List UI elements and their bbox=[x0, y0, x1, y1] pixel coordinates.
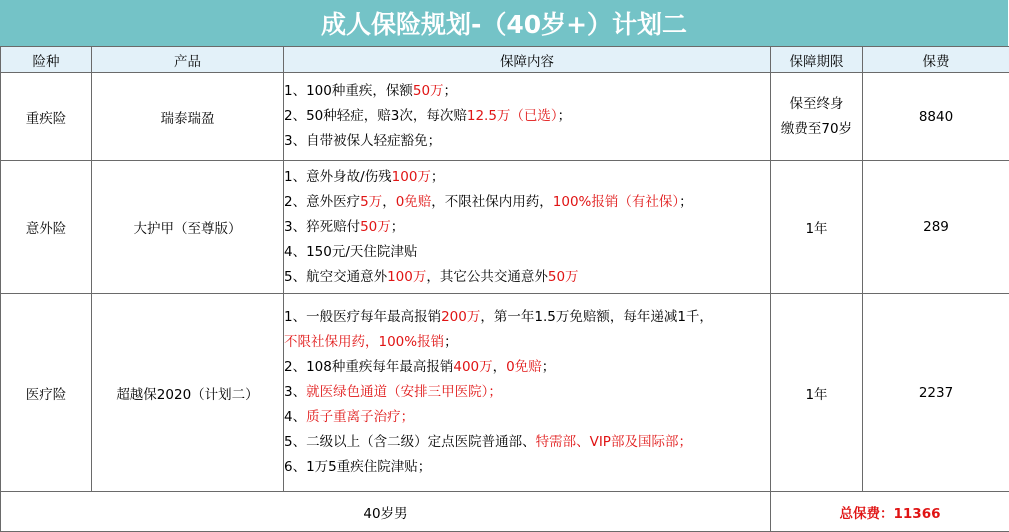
coverage-line bbox=[284, 240, 770, 265]
coverage-text: 4、 bbox=[284, 409, 307, 425]
coverage-term bbox=[771, 73, 863, 161]
highlight-text: 100万 bbox=[387, 268, 427, 285]
term-line: 缴费至70岁 bbox=[780, 120, 853, 137]
highlight-text: 100%报销（有社保） bbox=[552, 193, 680, 210]
coverage-text: 6、1万5重疾住院津贴； bbox=[284, 459, 432, 475]
insured-person: 40岁男 bbox=[1, 492, 771, 532]
coverage-text: 2、108种重疾每年最高报销 bbox=[284, 359, 454, 375]
highlight-text: 0免赔 bbox=[506, 359, 542, 375]
coverage-line bbox=[284, 355, 770, 380]
col-header-term: 保障期限 bbox=[771, 47, 863, 73]
coverage-line bbox=[284, 455, 770, 480]
insurance-type: 重疾险 bbox=[1, 73, 92, 161]
product-name: 超越保2020（计划二） bbox=[92, 294, 284, 492]
coverage-text: 2、意外医疗 bbox=[284, 193, 361, 210]
plan-table bbox=[0, 46, 1009, 532]
coverage-text: 1、意外身故/伤残 bbox=[284, 168, 392, 185]
highlight-text: 50万 bbox=[412, 83, 444, 99]
footer-row bbox=[1, 492, 1009, 532]
col-header-premium: 保费 bbox=[863, 47, 1009, 73]
coverage-text: ， bbox=[492, 359, 507, 375]
coverage-content bbox=[284, 161, 771, 294]
table-row bbox=[1, 73, 1009, 161]
coverage-text: 2、50种轻症，赔3次，每次赔 bbox=[284, 108, 467, 124]
coverage-text: ； bbox=[443, 83, 458, 99]
coverage-line bbox=[284, 79, 770, 104]
premium: 289 bbox=[863, 161, 1009, 294]
product-name: 大护甲（至尊版） bbox=[92, 161, 284, 294]
highlight-text: 就医绿色通道（安排三甲医院）； bbox=[306, 384, 502, 400]
table-row bbox=[1, 294, 1009, 492]
coverage-line bbox=[284, 165, 770, 190]
insurance-type: 医疗险 bbox=[1, 294, 92, 492]
premium: 2237 bbox=[863, 294, 1009, 492]
coverage-text: 3、 bbox=[284, 384, 307, 400]
col-header-product: 产品 bbox=[92, 47, 284, 73]
highlight-text: 50万 bbox=[547, 268, 579, 285]
coverage-text: 5、航空交通意外 bbox=[284, 268, 388, 285]
coverage-term: 1年 bbox=[771, 294, 863, 492]
highlight-text: 12.5万（已选） bbox=[466, 108, 558, 124]
premium: 8840 bbox=[863, 73, 1009, 161]
highlight-text: 50万 bbox=[360, 218, 391, 235]
col-header-type: 险种 bbox=[1, 47, 92, 73]
coverage-text: ； bbox=[541, 359, 556, 375]
coverage-line bbox=[284, 215, 770, 240]
coverage-text: 5、二级以上（含二级）定点医院普通部、 bbox=[284, 434, 536, 450]
coverage-line bbox=[284, 330, 770, 355]
coverage-text: ，不限社保内用药， bbox=[431, 193, 553, 210]
coverage-text: ，第一年1.5万免赔额，每年递减1千， bbox=[480, 309, 713, 325]
coverage-text: 1、一般医疗每年最高报销 bbox=[284, 309, 442, 325]
coverage-text: ； bbox=[390, 218, 405, 235]
col-header-content: 保障内容 bbox=[284, 47, 771, 73]
highlight-text: 0免赔 bbox=[395, 193, 432, 210]
coverage-text: ， bbox=[382, 193, 396, 210]
coverage-line bbox=[284, 104, 770, 129]
coverage-line bbox=[284, 405, 770, 430]
coverage-line bbox=[284, 190, 770, 215]
coverage-text: 1、100种重疾，保额 bbox=[284, 83, 413, 99]
page-title: 成人保险规划-（40岁+）计划二 bbox=[0, 0, 1008, 47]
highlight-text: 不限社保用药，100%报销 bbox=[284, 334, 445, 350]
coverage-content bbox=[284, 294, 771, 492]
coverage-text: ，其它公共交通意外 bbox=[426, 268, 548, 285]
coverage-text: ； bbox=[444, 334, 458, 350]
highlight-text: 5万 bbox=[360, 193, 383, 210]
coverage-text: ； bbox=[430, 168, 445, 185]
highlight-text: 质子重离子治疗； bbox=[306, 409, 415, 425]
column-header-row bbox=[1, 47, 1009, 73]
coverage-text: 4、150元/天住院津贴 bbox=[284, 243, 418, 260]
coverage-text: 3、自带被保人轻症豁免； bbox=[284, 133, 442, 149]
highlight-text: 400万 bbox=[453, 359, 493, 375]
product-name: 瑞泰瑞盈 bbox=[92, 73, 284, 161]
coverage-line bbox=[284, 129, 770, 154]
highlight-text: 100万 bbox=[391, 168, 431, 185]
coverage-content bbox=[284, 73, 771, 161]
term-line: 保至终身 bbox=[789, 95, 844, 112]
coverage-text: ； bbox=[557, 108, 572, 124]
total-premium bbox=[771, 492, 1009, 532]
total-premium-value: 总保费：11366 bbox=[839, 505, 941, 522]
coverage-term: 1年 bbox=[771, 161, 863, 294]
highlight-text: 特需部、VIP部及国际部； bbox=[535, 434, 692, 450]
insurance-type: 意外险 bbox=[1, 161, 92, 294]
coverage-line bbox=[284, 305, 770, 330]
highlight-text: 200万 bbox=[441, 309, 481, 325]
coverage-line bbox=[284, 380, 770, 405]
coverage-text: ； bbox=[679, 193, 693, 210]
coverage-text: 3、猝死赔付 bbox=[284, 218, 361, 235]
table-row bbox=[1, 161, 1009, 294]
coverage-line bbox=[284, 430, 770, 455]
coverage-line bbox=[284, 265, 770, 290]
